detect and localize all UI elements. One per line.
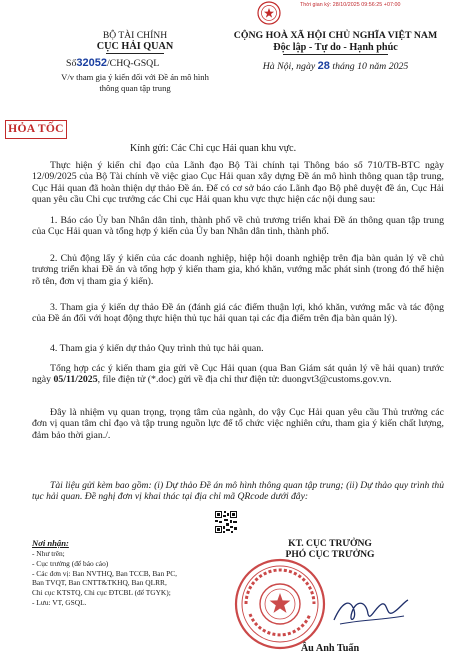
country-name: CỘNG HOÀ XÃ HỘI CHỦ NGHĨA VIỆT NAM (233, 30, 438, 41)
handwritten-signature-icon (330, 590, 410, 630)
signature-subtitle: PHÓ CỤC TRƯỞNG (285, 549, 375, 560)
top-seal-icon (251, 0, 287, 26)
recipients-title: Nơi nhận: (32, 538, 69, 548)
salutation: Kính gửi: Các Chi cục Hải quan khu vực. (130, 143, 297, 154)
paragraph-item-2: 2. Chủ động lấy ý kiến của các doanh nghiệp, hiệp hội doanh nghiệp trên địa bàn quản lý về chủ trương triển khai Đề án và tổng hợp ý kiến tham gia, khó khăn, vướng mắc phát sinh (trong đó thể hiện rõ tên, đơn vị tham gia ý kiến). (32, 253, 444, 287)
signer-name: Âu Anh Tuấn (300, 643, 360, 654)
recipients-list (32, 549, 217, 608)
attachment-note: Tài liệu gửi kèm bao gồm: (i) Dự thảo Đề án mô hình thông quan tập trung; (ii) Dự thảo quy trình thủ tục hải quan. Đề nghị đơn vị khai thác tại địa chỉ mã QRcode dưới đây: (32, 480, 444, 503)
recipient-item: Chi cục KTSTQ, Chi cục ĐTCBL (để TGYK); (32, 588, 171, 598)
ministry-name: BỘ TÀI CHÍNH (102, 30, 168, 41)
number-value: 32052 (76, 57, 107, 69)
recipient-item: - Các đơn vị: Ban NVTHQ, Ban TCCB, Ban PC, (32, 568, 178, 578)
recipient-item: Ban TVQT, Ban CNTT&TKHQ, Ban QLRR, (32, 578, 167, 588)
number-prefix: Số (66, 58, 77, 69)
recipient-item: - Cục trưởng (để báo cáo) (32, 558, 109, 568)
place-date-suffix: tháng 10 năm 2025 (332, 61, 409, 72)
document-subject: V/v tham gia ý kiến đối với Đề án mô hình thông quan tập trung (61, 72, 209, 93)
signature-title: KT. CỤC TRƯỞNG (288, 538, 372, 549)
place-date (213, 60, 458, 72)
national-motto: Độc lập - Tự do - Hạnh phúc (273, 42, 398, 53)
signature-timestamp: Thời gian ký: 28/10/2025 09:56:25 +07:00 (300, 2, 401, 8)
paragraph-intro: Thực hiện ý kiến chỉ đạo của Lãnh đạo Bộ Tài chính tại Thông báo số 710/TB-BTC ngày 12/09/2025 của Bộ Tài chính về việc giao Cục Hải quan xây dựng Đề án mô hình thông quan tập trung, Cục Hải quan đã hoàn thiện dự thảo Đề án. Để có cơ sở báo cáo Lãnh đạo Bộ phê duyệt đề án, Cục Hải quan yêu cầu Chi cục trưởng các Chi cục Hải quan khu vực thực hiện các nội dung sau: (32, 160, 444, 205)
urgent-stamp: HỎA TỐC (5, 120, 67, 139)
date-day: 28 (317, 60, 330, 72)
paragraph-item-3: 3. Tham gia ý kiến dự thảo Đề án (đánh giá các điểm thuận lợi, khó khăn, vướng mắc và tác động của Đề án đối với hoạt động thực hiện thủ tục hải quan tại các địa điểm trên địa bàn quản lý). (32, 302, 444, 325)
recipient-item: - Như trên; (32, 549, 65, 558)
number-suffix: /CHQ-GSQL (106, 58, 160, 69)
paragraph-deadline: Tổng hợp các ý kiến tham gia gửi về Cục Hải quan (qua Ban Giám sát quản lý về hải quan) trước ngày 05/11/2025, file điện tử (*.doc) gửi về địa chỉ thư điện tử: duongvt3@customs.gov.vn. (32, 363, 444, 386)
qr-code-icon[interactable] (214, 510, 238, 534)
motto-underline (283, 54, 388, 55)
deadline-date: 05/11/2025 (53, 374, 98, 386)
agency-underline (106, 53, 164, 54)
place-date-prefix: Hà Nội, ngày (262, 61, 316, 72)
paragraph-item-4: 4. Tham gia ý kiến dự thảo Quy trình thủ tục hải quan. (50, 343, 264, 354)
agency-name: CỤC HẢI QUAN (96, 41, 174, 52)
paragraph-item-1: 1. Báo cáo Ủy ban Nhân dân tỉnh, thành phố về chủ trương triển khai Đề án thông quan tập trung của Cục Hải quan và tổng hợp ý kiến của Ủy ban Nhân dân tỉnh, thành phố. (32, 215, 444, 238)
recipient-item: - Lưu: VT, GSQL. (32, 597, 87, 607)
document-number (66, 57, 159, 69)
paragraph-closing: Đây là nhiệm vụ quan trọng, trọng tâm của ngành, do vậy Cục Hải quan yêu cầu Thủ trưởng các đơn vị quan tâm chỉ đạo và tập trung nguồn lực để tổ chức việc nghiên cứu, tham gia ý kiến chất lượng, đảm bảo thời gian./. (32, 407, 444, 441)
